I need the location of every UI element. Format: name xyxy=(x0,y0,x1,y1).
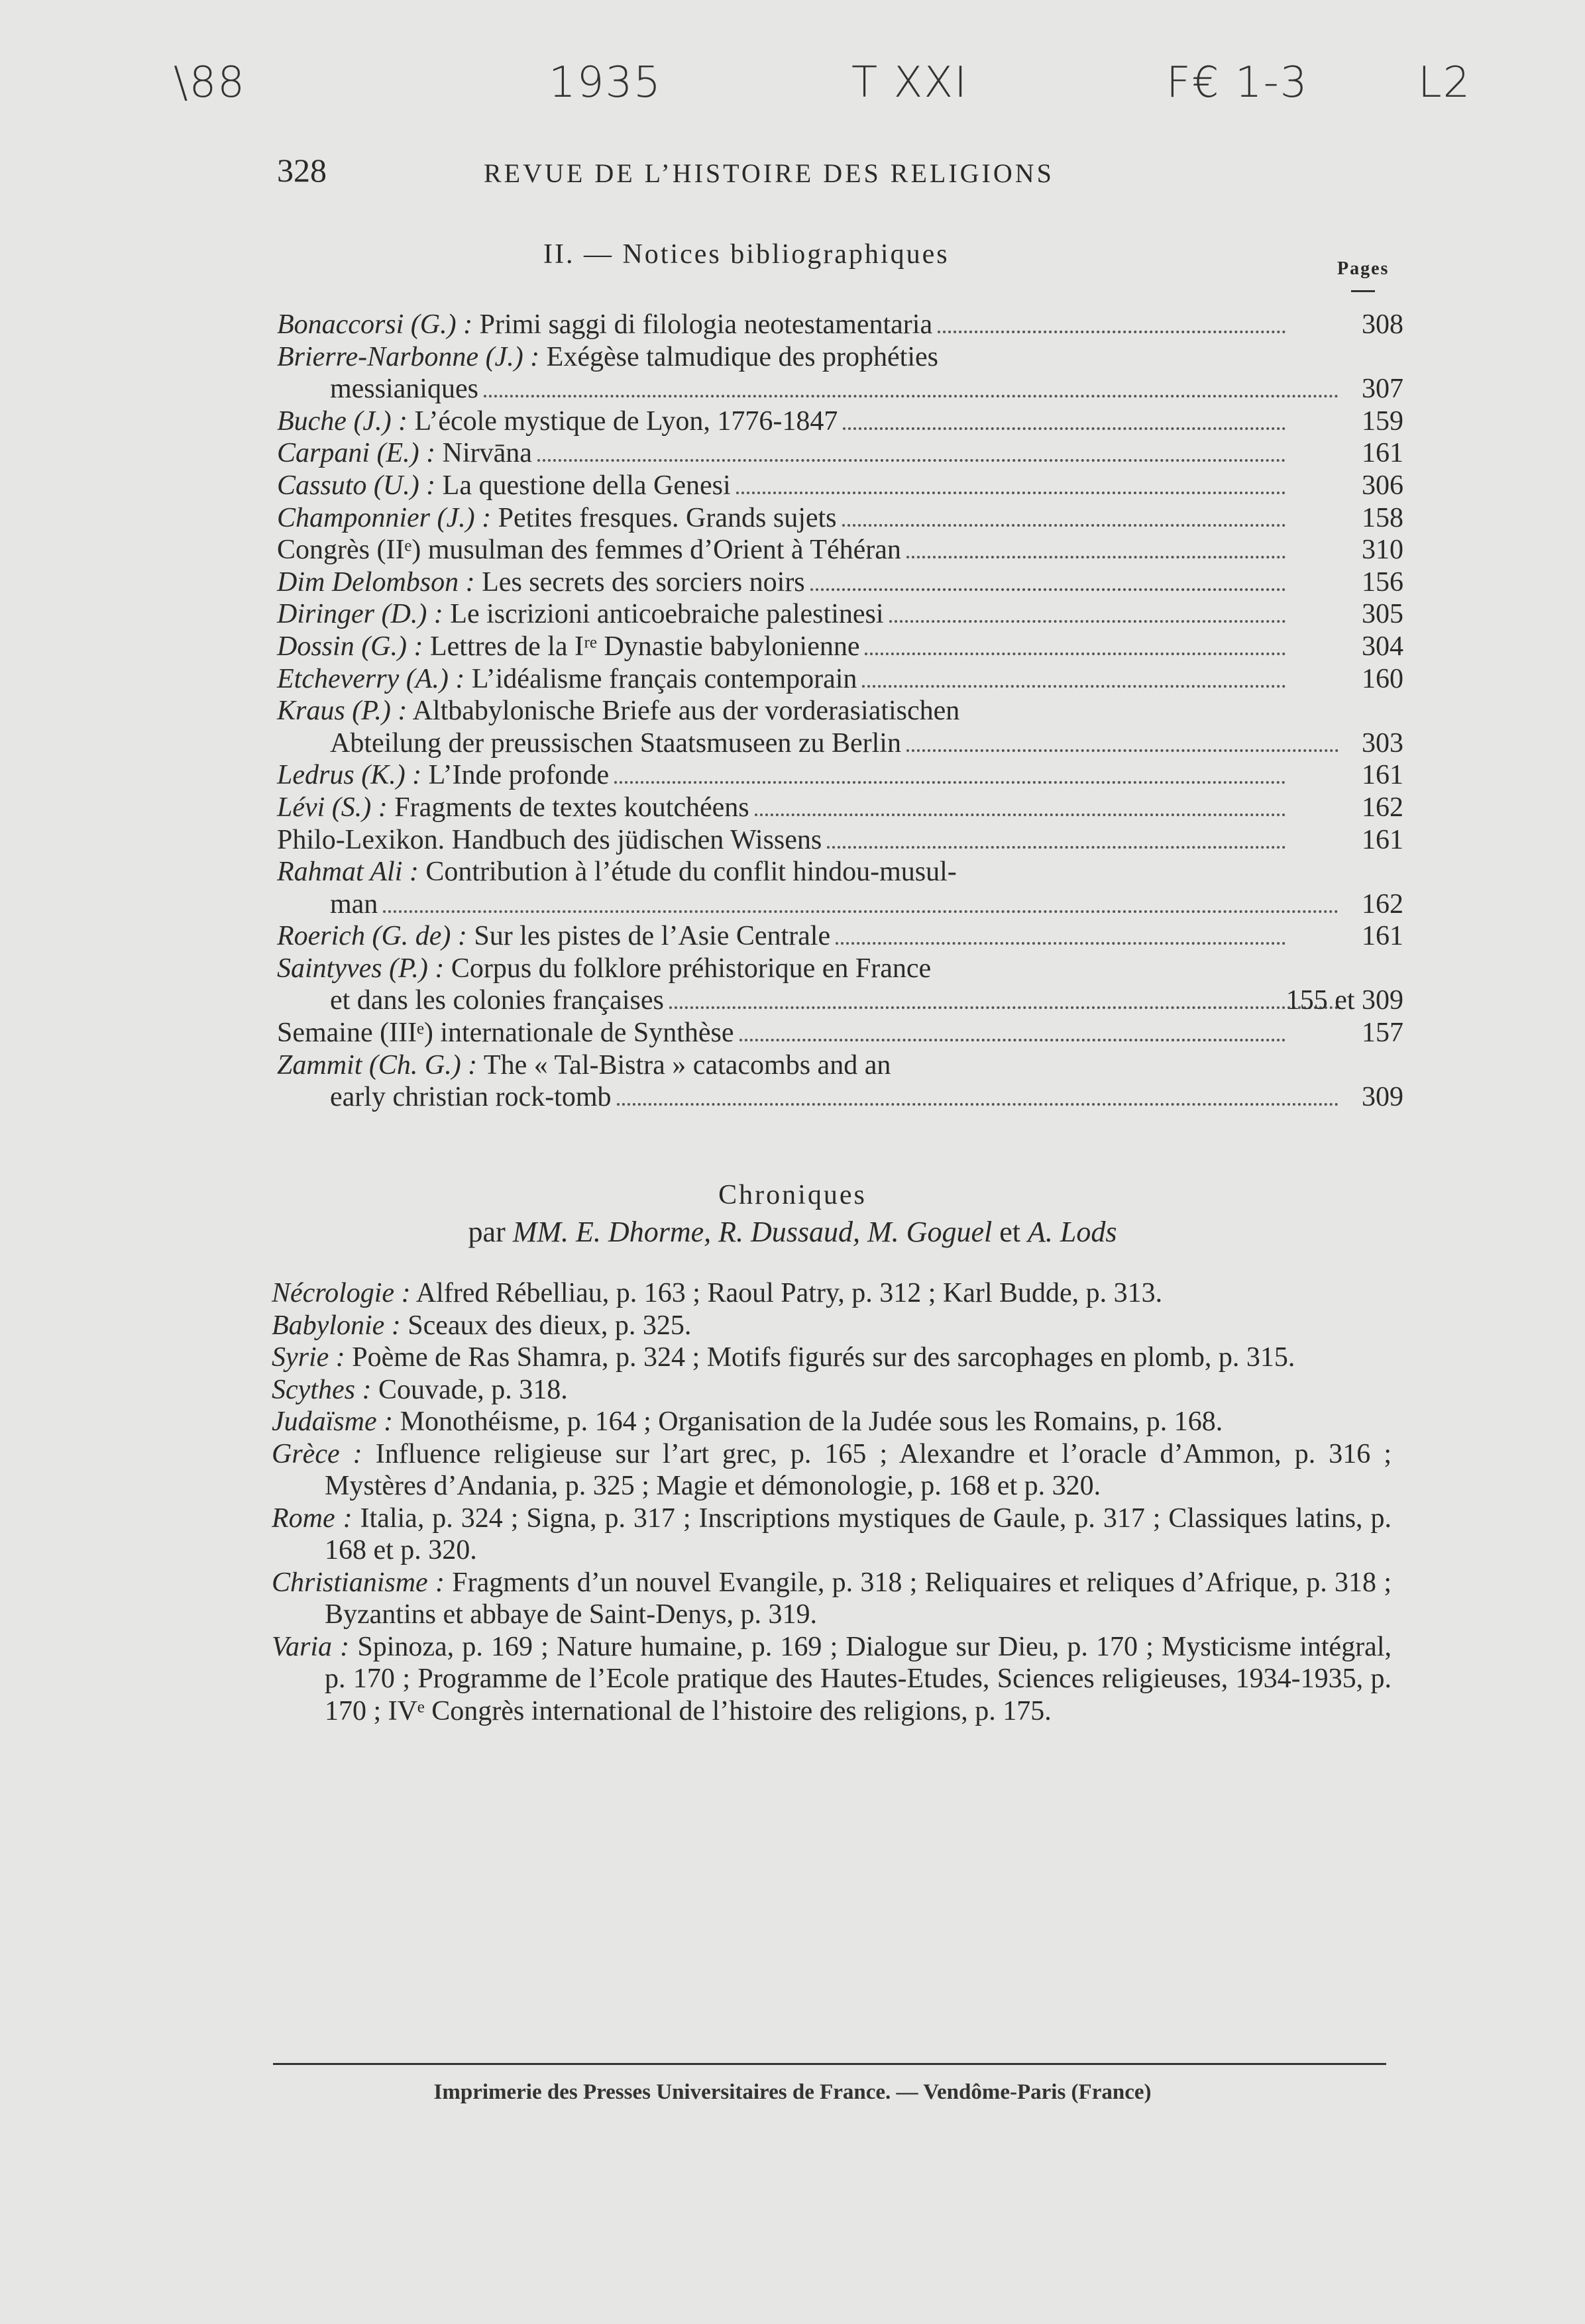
leader-dots xyxy=(736,492,1285,494)
entry-author: Cassuto (U.) : xyxy=(277,470,436,501)
entry-text xyxy=(277,598,884,631)
entry-page: 156 xyxy=(1362,566,1403,598)
entry-author: Dim Delombson : xyxy=(277,566,475,598)
leader-dots xyxy=(810,588,1285,591)
entry-line xyxy=(277,888,1344,921)
entry-title: Petites fresques. Grands sujets xyxy=(498,502,837,533)
entry-title: et dans les colonies françaises xyxy=(330,985,664,1016)
chronique-entry xyxy=(272,1438,1392,1503)
chronique-label: Babylonie : xyxy=(272,1310,401,1341)
entry-author: Roerich (G. de) : xyxy=(277,921,467,952)
chronique-entry xyxy=(272,1277,1392,1310)
entry-author: Rahmat Ali : xyxy=(277,857,419,888)
leader-dots xyxy=(865,653,1285,655)
leader-dots xyxy=(862,685,1285,688)
entry-author: Bonaccorsi (G.) : xyxy=(277,309,473,340)
entry-line xyxy=(277,663,1291,696)
entry-title: Fragments de textes koutchéens xyxy=(394,792,749,823)
entry-line xyxy=(277,341,1291,374)
entry-author: Carpani (E.) : xyxy=(277,438,436,469)
leader-dots xyxy=(906,556,1285,558)
entry-page: 161 xyxy=(1362,760,1403,791)
entry-text xyxy=(277,792,749,824)
chronique-label: Scythes : xyxy=(272,1374,372,1405)
entry-text xyxy=(330,984,664,1017)
leader-dots xyxy=(938,331,1285,333)
entry-author: Lévi (S.) : xyxy=(277,792,388,823)
leader-dots xyxy=(755,814,1285,816)
entry-page: 158 xyxy=(1362,502,1403,533)
bibliography-entry xyxy=(277,341,1403,405)
entry-text xyxy=(330,373,478,405)
handwritten-note-3: T XXI xyxy=(851,58,968,107)
chronique-label: Judaïsme : xyxy=(272,1406,394,1437)
entry-title: Abteilung der preussischen Staatsmuseen zu Berlin xyxy=(330,727,901,759)
bibliography-entry xyxy=(277,759,1403,792)
entry-line xyxy=(277,566,1291,599)
bibliography-entry xyxy=(277,1049,1403,1114)
leader-dots xyxy=(614,781,1285,784)
page-number: 328 xyxy=(277,152,327,189)
entry-text xyxy=(277,566,805,599)
bibliography-entry xyxy=(277,695,1403,759)
leader-dots xyxy=(484,395,1339,397)
entry-line xyxy=(277,631,1291,663)
bibliography-entry xyxy=(277,631,1403,663)
entry-page: 305 xyxy=(1362,599,1403,630)
entry-title: Nirvāna xyxy=(442,438,532,469)
entry-line xyxy=(277,405,1291,438)
bibliography-entry xyxy=(277,824,1403,857)
entry-line xyxy=(277,309,1291,341)
entry-line xyxy=(277,856,1291,888)
entry-title: Les secrets des sorciers noirs xyxy=(482,566,805,598)
entry-author: Zammit (Ch. G.) : xyxy=(277,1049,478,1081)
leader-dots xyxy=(617,1103,1339,1106)
entry-author: Champonnier (J.) : xyxy=(277,502,492,533)
printer-imprint: Imprimerie des Presses Universitaires de France. — Vendôme-Paris (France) xyxy=(433,2080,1152,2104)
entry-title: Sur les pistes de l’Asie Centrale xyxy=(474,921,831,952)
entry-title: Exégèse talmudique des prophéties xyxy=(546,341,938,372)
bibliography-entry xyxy=(277,566,1403,599)
bibliography-entry xyxy=(277,953,1403,1017)
chronique-entry xyxy=(272,1406,1392,1438)
entry-line xyxy=(277,598,1291,631)
chronique-text: Monothéisme, p. 164 ; Organisation de la Judée sous les Romains, p. 168. xyxy=(400,1406,1223,1437)
bibliography-entry xyxy=(277,437,1403,470)
entry-page: 306 xyxy=(1362,470,1403,501)
entry-title: Primi saggi di filologia neotestamentaria xyxy=(479,309,933,340)
entry-text xyxy=(277,695,959,727)
bibliography-entry xyxy=(277,309,1403,341)
entry-title: Philo-Lexikon. Handbuch des jüdischen Wissens xyxy=(277,824,822,855)
entry-text xyxy=(277,470,731,502)
entry-line xyxy=(277,437,1291,470)
entry-text xyxy=(330,888,378,921)
notices-heading: II. — Notices bibliographiques xyxy=(543,239,950,270)
entry-text xyxy=(277,824,822,857)
entry-title: Altbabylonische Briefe aus der vorderasiatischen xyxy=(412,696,960,727)
chroniques-authors xyxy=(0,1215,1585,1249)
entry-title: La questione della Genesi xyxy=(442,470,731,501)
handwritten-note-2: 1935 xyxy=(549,58,662,107)
pages-label-dash xyxy=(1351,290,1375,292)
chroniques-last-author: A. Lods xyxy=(1027,1216,1117,1248)
leader-dots xyxy=(842,524,1285,527)
handwritten-note-4: F€ 1-3 xyxy=(1166,58,1309,107)
entry-line xyxy=(277,373,1344,405)
entry-line xyxy=(277,470,1291,502)
chronique-text: Spinoza, p. 169 ; Nature humaine, p. 169 ; Dialogue sur Dieu, p. 170 ; Mysticisme intégral, p. 170 ; Programme de l’Ecole pratique des Hautes-Etudes, Sciences religieuses, 1934-1935, p. 170 ; IVᵉ Congrès international de l’histoire des religions, p. 175. xyxy=(325,1631,1392,1726)
chroniques-title: Chroniques xyxy=(718,1180,867,1210)
bibliography-entry xyxy=(277,598,1403,631)
footer-rule xyxy=(273,2063,1386,2065)
bibliography-entry xyxy=(277,470,1403,502)
entry-text xyxy=(277,405,838,438)
entry-author: Etcheverry (A.) : xyxy=(277,663,465,694)
entry-page: 162 xyxy=(1362,888,1403,920)
chronique-entry xyxy=(272,1567,1392,1631)
pages-column-label xyxy=(1337,258,1389,292)
chronique-text: Couvade, p. 318. xyxy=(378,1374,568,1405)
chronique-text: Fragments d’un nouvel Evangile, p. 318 ; Reliquaires et reliques d’Afrique, p. 318 ; Byzantins et abbaye de Saint-Denys, p. 319. xyxy=(325,1567,1392,1630)
bibliography-entry xyxy=(277,663,1403,696)
entry-line xyxy=(277,759,1291,792)
entry-page: 155 et 309 xyxy=(1285,985,1403,1016)
entry-title: Contribution à l’étude du conflit hindou-musul- xyxy=(425,857,957,888)
entry-page: 161 xyxy=(1362,921,1403,952)
entry-title: Corpus du folklore préhistorique en France xyxy=(451,953,932,984)
chronique-text: Alfred Rébelliau, p. 163 ; Raoul Patry, p. 312 ; Karl Budde, p. 313. xyxy=(415,1278,1163,1308)
entry-line xyxy=(277,792,1291,824)
leader-dots xyxy=(836,942,1285,945)
entry-text xyxy=(277,631,859,663)
handwritten-note-1: \88 xyxy=(174,58,246,107)
chronique-text: Sceaux des dieux, p. 325. xyxy=(408,1310,692,1341)
bibliography-list xyxy=(277,309,1403,1114)
entry-title: Semaine (IIIᵉ) internationale de Synthèse xyxy=(277,1018,734,1049)
entry-page: 161 xyxy=(1362,824,1403,855)
entry-title: Congrès (IIᵉ) musulman des femmes d’Orient à Téhéran xyxy=(277,535,901,566)
entry-title: The « Tal-Bistra » catacombs and an xyxy=(483,1049,891,1081)
entry-page: 162 xyxy=(1362,792,1403,823)
chronique-entry xyxy=(272,1342,1392,1374)
entry-line xyxy=(277,824,1291,857)
entry-text xyxy=(330,727,901,760)
leader-dots xyxy=(906,749,1339,752)
entry-page: 161 xyxy=(1362,438,1403,469)
entry-title: L’école mystique de Lyon, 1776-1847 xyxy=(414,405,838,437)
entry-title: messianiques xyxy=(330,374,478,405)
entry-page: 157 xyxy=(1362,1018,1403,1049)
entry-page: 308 xyxy=(1362,309,1403,340)
entry-text xyxy=(277,663,857,696)
entry-text xyxy=(277,309,932,341)
entry-line xyxy=(277,502,1291,535)
entry-page: 160 xyxy=(1362,663,1403,694)
bibliography-entry xyxy=(277,405,1403,438)
entry-line xyxy=(277,1049,1291,1082)
entry-text xyxy=(330,1081,612,1114)
pages-label-text: Pages xyxy=(1337,258,1390,279)
entry-page: 303 xyxy=(1362,727,1403,759)
entry-author: Kraus (P.) : xyxy=(277,696,408,727)
leader-dots xyxy=(383,910,1339,913)
entry-line xyxy=(277,1081,1344,1114)
entry-page: 310 xyxy=(1362,535,1403,566)
running-title: REVUE DE L’HISTOIRE DES RELIGIONS xyxy=(484,158,1054,188)
entry-text xyxy=(277,534,901,566)
chronique-entry xyxy=(272,1631,1392,1728)
chronique-entry xyxy=(272,1374,1392,1406)
chronique-text: Poème de Ras Shamra, p. 324 ; Motifs figurés sur des sarcophages en plomb, p. 315. xyxy=(352,1342,1295,1373)
entry-text xyxy=(277,920,830,953)
entry-page: 309 xyxy=(1362,1082,1403,1113)
chronique-entry xyxy=(272,1503,1392,1567)
entry-author: Brierre-Narbonne (J.) : xyxy=(277,341,540,372)
entry-title: early christian rock-tomb xyxy=(330,1082,612,1113)
entry-title: L’idéalisme français contemporain xyxy=(471,663,857,694)
bibliography-entry xyxy=(277,534,1403,566)
entry-title: L’Inde profonde xyxy=(428,760,610,791)
entry-line xyxy=(277,984,1344,1017)
bibliography-entry xyxy=(277,856,1403,920)
bibliography-entry xyxy=(277,502,1403,535)
entry-text xyxy=(277,1049,891,1082)
entry-title: Lettres de la Iʳᵉ Dynastie babylonienne xyxy=(429,631,860,662)
entry-line xyxy=(277,953,1291,985)
leader-dots xyxy=(669,1006,1339,1009)
entry-author: Buche (J.) : xyxy=(277,405,408,437)
entry-text xyxy=(277,341,938,374)
chroniques-list xyxy=(272,1277,1392,1727)
chronique-label: Syrie : xyxy=(272,1342,345,1373)
entry-author: Saintyves (P.) : xyxy=(277,953,445,984)
leader-dots xyxy=(827,846,1285,849)
entry-text xyxy=(277,953,931,985)
bibliography-entry xyxy=(277,920,1403,953)
entry-page: 304 xyxy=(1362,631,1403,662)
entry-text xyxy=(277,437,532,470)
chronique-label: Christianisme : xyxy=(272,1567,445,1598)
entry-line xyxy=(277,695,1291,727)
chronique-entry xyxy=(272,1310,1392,1342)
entry-text xyxy=(277,759,609,792)
chronique-label: Grèce : xyxy=(272,1438,362,1469)
entry-text xyxy=(277,1017,734,1049)
bibliography-entry xyxy=(277,1017,1403,1049)
chronique-text: Italia, p. 324 ; Signa, p. 317 ; Inscriptions mystiques de Gaule, p. 317 ; Classiques latins, p. 168 et p. 320. xyxy=(325,1503,1392,1565)
entry-line xyxy=(277,727,1344,760)
chronique-label: Nécrologie : xyxy=(272,1278,411,1308)
chronique-text: Influence religieuse sur l’art grec, p. 165 ; Alexandre et l’oracle d’Ammon, p. 316 ; Mystères d’Andania, p. 325 ; Magie et démonologie, p. 168 et p. 320. xyxy=(325,1438,1392,1501)
leader-dots xyxy=(889,620,1285,623)
entry-line xyxy=(277,534,1291,566)
chroniques-author-list: MM. E. Dhorme, R. Dussaud, M. Goguel xyxy=(512,1216,993,1248)
entry-page: 159 xyxy=(1362,405,1403,437)
entry-line xyxy=(277,1017,1291,1049)
leader-dots xyxy=(739,1039,1285,1041)
chronique-label: Rome : xyxy=(272,1503,353,1534)
entry-text xyxy=(277,856,957,888)
entry-author: Diringer (D.) : xyxy=(277,599,443,630)
entry-title: Le iscrizioni anticoebraiche palestinesi xyxy=(450,599,884,630)
entry-text xyxy=(277,502,837,535)
bibliography-entry xyxy=(277,792,1403,824)
leader-dots xyxy=(843,427,1285,430)
entry-title: man xyxy=(330,888,378,920)
handwritten-note-5: L2 xyxy=(1418,58,1472,107)
entry-line xyxy=(277,920,1291,953)
chronique-label: Varia : xyxy=(272,1631,350,1662)
entry-page: 307 xyxy=(1362,374,1403,405)
entry-author: Dossin (G.) : xyxy=(277,631,423,662)
chroniques-et: et xyxy=(999,1216,1020,1248)
entry-author: Ledrus (K.) : xyxy=(277,760,422,791)
leader-dots xyxy=(537,459,1285,462)
chroniques-par: par xyxy=(468,1216,506,1248)
